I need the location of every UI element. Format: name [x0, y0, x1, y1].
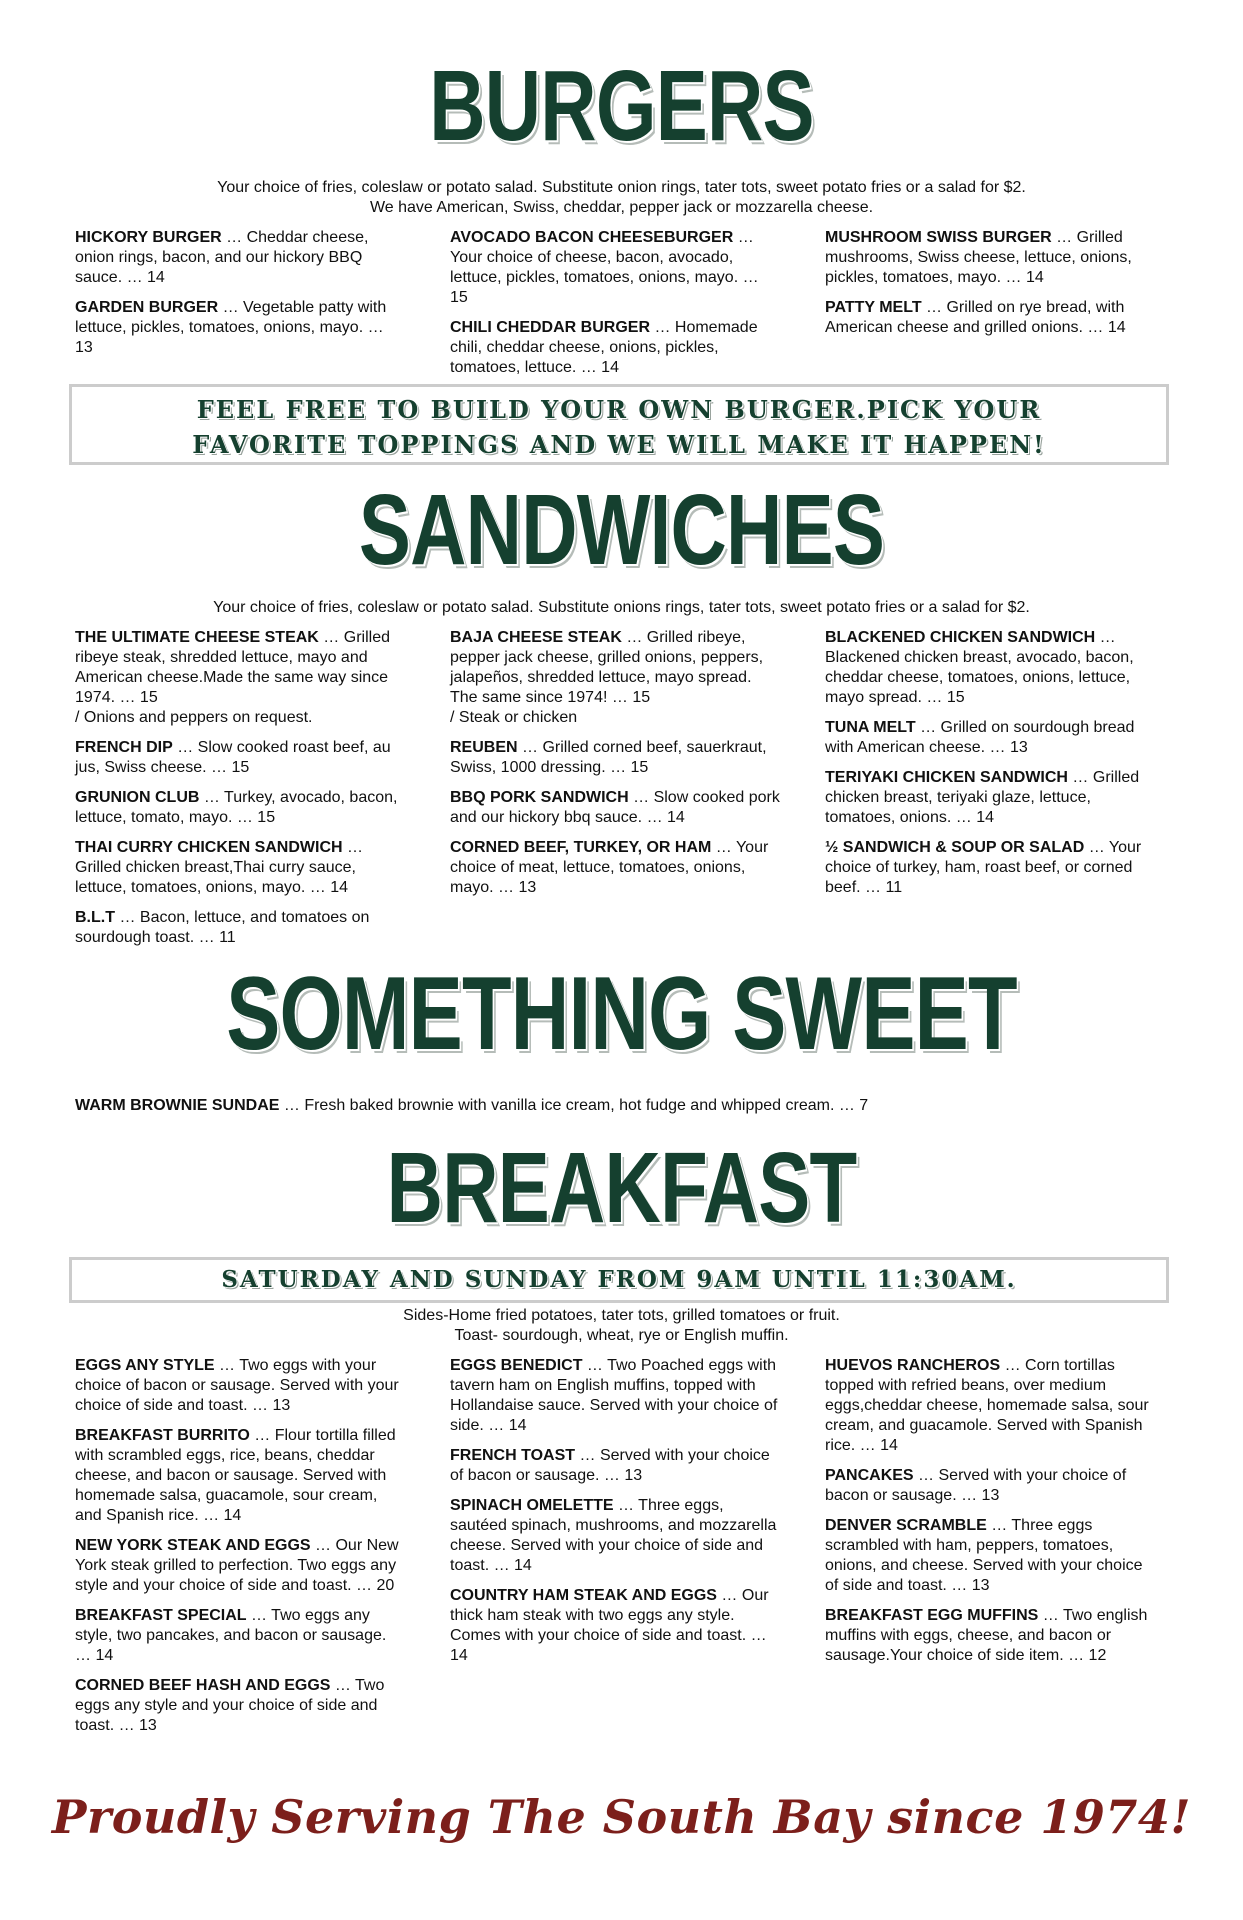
item-name: GARDEN BURGER [75, 299, 219, 316]
menu-item [450, 228, 780, 308]
item-description: … Bacon, lettuce, and tomatoes on sourdough toast. … 11 [75, 909, 370, 946]
menu-item [75, 738, 405, 778]
item-description: … Two eggs any style and your choice of side and toast. … 13 [75, 1677, 385, 1734]
build-your-own-banner [69, 384, 1169, 465]
item-description: … Two eggs any style, two pancakes, and bacon or sausage. … 14 [75, 1607, 387, 1664]
sandwiches-column-2 [450, 628, 780, 908]
item-description: … Our thick ham steak with two eggs any style. Comes with your choice of side and toast. … 14 [450, 1587, 769, 1664]
item-name: CORNED BEEF, TURKEY, OR HAM [450, 839, 712, 856]
item-description: … Slow cooked roast beef, au jus, Swiss cheese. … 15 [75, 739, 391, 776]
menu-item [450, 788, 780, 828]
item-name: TERIYAKI CHICKEN SANDWICH [825, 769, 1068, 786]
item-description: … Served with your choice of bacon or sausage. … 13 [450, 1447, 770, 1484]
menu-item [450, 318, 780, 378]
item-name: SPINACH OMELETTE [450, 1497, 614, 1514]
item-description: … Served with your choice of bacon or sausage. … 13 [825, 1467, 1127, 1504]
menu-item [75, 908, 405, 948]
item-name: CHILI CHEDDAR BURGER [450, 319, 650, 336]
item-name: CORNED BEEF HASH AND EGGS [75, 1677, 331, 1694]
sandwiches-column-1 [75, 628, 405, 958]
item-description: … Blackened chicken breast, avocado, bacon, cheddar cheese, tomatoes, onions, lettuce, mayo spread. … 15 [825, 629, 1134, 706]
item-name: GRUNION CLUB [75, 789, 200, 806]
sandwiches-column-3 [825, 628, 1155, 908]
item-description: … Your choice of meat, lettuce, tomatoes, onions, mayo. … 13 [450, 839, 769, 896]
menu-item [450, 628, 780, 728]
item-description: … Slow cooked pork and our hickory bbq sauce. … 14 [450, 789, 780, 826]
menu-item [75, 838, 405, 898]
item-option: / Steak or chicken [450, 709, 578, 726]
item-name: BLACKENED CHICKEN SANDWICH [825, 629, 1096, 646]
item-name: HICKORY BURGER [75, 229, 222, 246]
item-description: … Your choice of cheese, bacon, avocado, lettuce, pickles, tomatoes, onions, mayo. … 15 [450, 229, 759, 306]
item-description: … Turkey, avocado, bacon, lettuce, tomato, mayo. … 15 [75, 789, 398, 826]
breakfast-sides-note: Sides-Home fried potatoes, tater tots, grilled tomatoes or fruit. [403, 1307, 840, 1324]
menu-item [75, 1676, 405, 1736]
sandwiches-heading: SANDWICHES [358, 474, 885, 586]
item-description: … Corn tortillas topped with refried beans, over medium eggs,cheddar cheese, homemade salsa, sour cream, and guacamole. Served with Spanish rice. … 14 [825, 1357, 1149, 1454]
item-description: … Three eggs scrambled with ham, peppers, tomatoes, onions, and cheese. Served with your choice of side and toast. … 13 [825, 1517, 1143, 1594]
menu-item [825, 1516, 1155, 1596]
item-description: … Grilled on rye bread, with American cheese and grilled onions. … 14 [825, 299, 1126, 336]
menu-item [825, 838, 1155, 898]
item-name: BREAKFAST SPECIAL [75, 1607, 247, 1624]
item-name: B.L.T [75, 909, 115, 926]
sandwiches-sides-note: Your choice of fries, coleslaw or potato salad. Substitute onions rings, tater tots, sweet potato fries or a salad for $2. [213, 599, 1030, 616]
menu-item [450, 1446, 780, 1486]
item-name: BREAKFAST EGG MUFFINS [825, 1607, 1039, 1624]
item-name: THAI CURRY CHICKEN SANDWICH [75, 839, 343, 856]
item-description: … Homemade chili, cheddar cheese, onions, pickles, tomatoes, lettuce. … 14 [450, 319, 758, 376]
menu-item [450, 1586, 780, 1666]
burgers-column-2 [450, 228, 780, 388]
item-description: … Grilled chicken breast, teriyaki glaze, lettuce, tomatoes, onions. … 14 [825, 769, 1140, 826]
item-name: DENVER SCRAMBLE [825, 1517, 987, 1534]
breakfast-toast-note: Toast- sourdough, wheat, rye or English muffin. [454, 1327, 789, 1344]
item-name: FRENCH TOAST [450, 1447, 576, 1464]
item-option: / Onions and peppers on request. [75, 709, 313, 726]
breakfast-column-2 [450, 1356, 780, 1676]
menu-item [75, 298, 405, 358]
menu-item [75, 628, 405, 728]
item-name: WARM BROWNIE SUNDAE [75, 1097, 280, 1114]
breakfast-hours-banner: SATURDAY AND SUNDAY FROM 9AM UNTIL 11:30AM. [69, 1257, 1169, 1303]
breakfast-column-3 [825, 1356, 1155, 1676]
item-name: HUEVOS RANCHEROS [825, 1357, 1001, 1374]
item-name: FRENCH DIP [75, 739, 173, 756]
item-name: NEW YORK STEAK AND EGGS [75, 1537, 311, 1554]
item-name: PATTY MELT [825, 299, 922, 316]
menu-item [825, 628, 1155, 708]
menu-item [75, 788, 405, 828]
item-description: … Two english muffins with eggs, cheese, and bacon or sausage.Your choice of side item. … 12 [825, 1607, 1148, 1664]
item-name: BBQ PORK SANDWICH [450, 789, 629, 806]
item-description: … Cheddar cheese, onion rings, bacon, and our hickory BBQ sauce. … 14 [75, 229, 369, 286]
item-name: MUSHROOM SWISS BURGER [825, 229, 1052, 246]
item-name: EGGS BENEDICT [450, 1357, 583, 1374]
menu-item [825, 718, 1155, 758]
menu-item [825, 1466, 1155, 1506]
menu-item [75, 1606, 405, 1666]
item-name: BREAKFAST BURRITO [75, 1427, 250, 1444]
burgers-sides-note: Your choice of fries, coleslaw or potato salad. Substitute onion rings, tater tots, sweet potato fries or a salad for $2. [217, 179, 1026, 196]
item-name: AVOCADO BACON CHEESEBURGER [450, 229, 734, 246]
burgers-cheese-note: We have American, Swiss, cheddar, pepper jack or mozzarella cheese. [369, 199, 874, 216]
menu-item [825, 228, 1155, 288]
item-name: ½ SANDWICH & SOUP OR SALAD [825, 839, 1085, 856]
item-description: … Grilled on sourdough bread with American cheese. … 13 [825, 719, 1135, 756]
menu-item [450, 838, 780, 898]
item-description: … Grilled chicken breast,Thai curry sauce, lettuce, tomatoes, onions, mayo. … 14 [75, 839, 364, 896]
item-description: … Two eggs with your choice of bacon or sausage. Served with your choice of side and toast. … 13 [75, 1357, 399, 1414]
menu-item [825, 1356, 1155, 1456]
menu-item [75, 1426, 405, 1526]
item-description: … Grilled corned beef, sauerkraut, Swiss, 1000 dressing. … 15 [450, 739, 767, 776]
menu-item [450, 1356, 780, 1436]
menu-item [75, 1096, 1175, 1116]
something-sweet-heading: SOMETHING SWEET [226, 956, 1017, 1072]
menu-item [75, 228, 405, 288]
burgers-column-1 [75, 228, 405, 368]
item-description: … Your choice of turkey, ham, roast beef, or corned beef. … 11 [825, 839, 1142, 896]
breakfast-column-1 [75, 1356, 405, 1746]
breakfast-heading: BREAKFAST [386, 1132, 857, 1244]
item-description: … Grilled ribeye, pepper jack cheese, grilled onions, peppers, jalapeños, shredded lettuce, mayo spread. The same since 1974! … 15 [450, 629, 764, 706]
item-description: … Grilled mushrooms, Swiss cheese, lettuce, onions, pickles, tomatoes, mayo. … 14 [825, 229, 1132, 286]
burgers-heading: BURGERS [429, 50, 814, 162]
menu-item [75, 1356, 405, 1416]
item-description: … Two Poached eggs with tavern ham on English muffins, topped with Hollandaise sauce. Served with your choice of side. … 14 [450, 1357, 778, 1434]
item-name: PANCAKES [825, 1467, 914, 1484]
burgers-column-3 [825, 228, 1155, 348]
menu-item [450, 1496, 780, 1576]
menu-item [450, 738, 780, 778]
item-description: … Flour tortilla filled with scrambled eggs, rice, beans, cheddar cheese, and bacon or sausage. Served with homemade salsa, guacamole, sour cream, and Spanish rice. … 14 [75, 1427, 396, 1524]
item-description: … Fresh baked brownie with vanilla ice cream, hot fudge and whipped cream. … 7 [279, 1097, 869, 1114]
item-description: … Vegetable patty with lettuce, pickles, tomatoes, onions, mayo. … 13 [75, 299, 387, 356]
banner-line-2: FAVORITE TOPPINGS AND WE WILL MAKE IT HAPPEN! [192, 430, 1046, 459]
item-name: BAJA CHEESE STEAK [450, 629, 622, 646]
item-name: TUNA MELT [825, 719, 916, 736]
item-description: … Grilled ribeye steak, shredded lettuce, mayo and American cheese.Made the same way since 1974. … 15 [75, 629, 390, 706]
menu-item [825, 1606, 1155, 1666]
menu-item [75, 1536, 405, 1596]
banner-line-1: FEEL FREE TO BUILD YOUR OWN BURGER.PICK YOUR [196, 395, 1042, 424]
item-name: COUNTRY HAM STEAK AND EGGS [450, 1587, 717, 1604]
menu-item [825, 298, 1155, 338]
menu-item [825, 768, 1155, 828]
item-name: THE ULTIMATE CHEESE STEAK [75, 629, 319, 646]
item-name: EGGS ANY STYLE [75, 1357, 215, 1374]
tagline: Proudly Serving The South Bay since 1974! [51, 1790, 1192, 1844]
item-description: … Three eggs, sautéed spinach, mushrooms, and mozzarella cheese. Served with your choice of side and toast. … 14 [450, 1497, 777, 1574]
item-description: … Our New York steak grilled to perfection. Two eggs any style and your choice of side and toast. … 20 [75, 1537, 399, 1594]
item-name: REUBEN [450, 739, 518, 756]
